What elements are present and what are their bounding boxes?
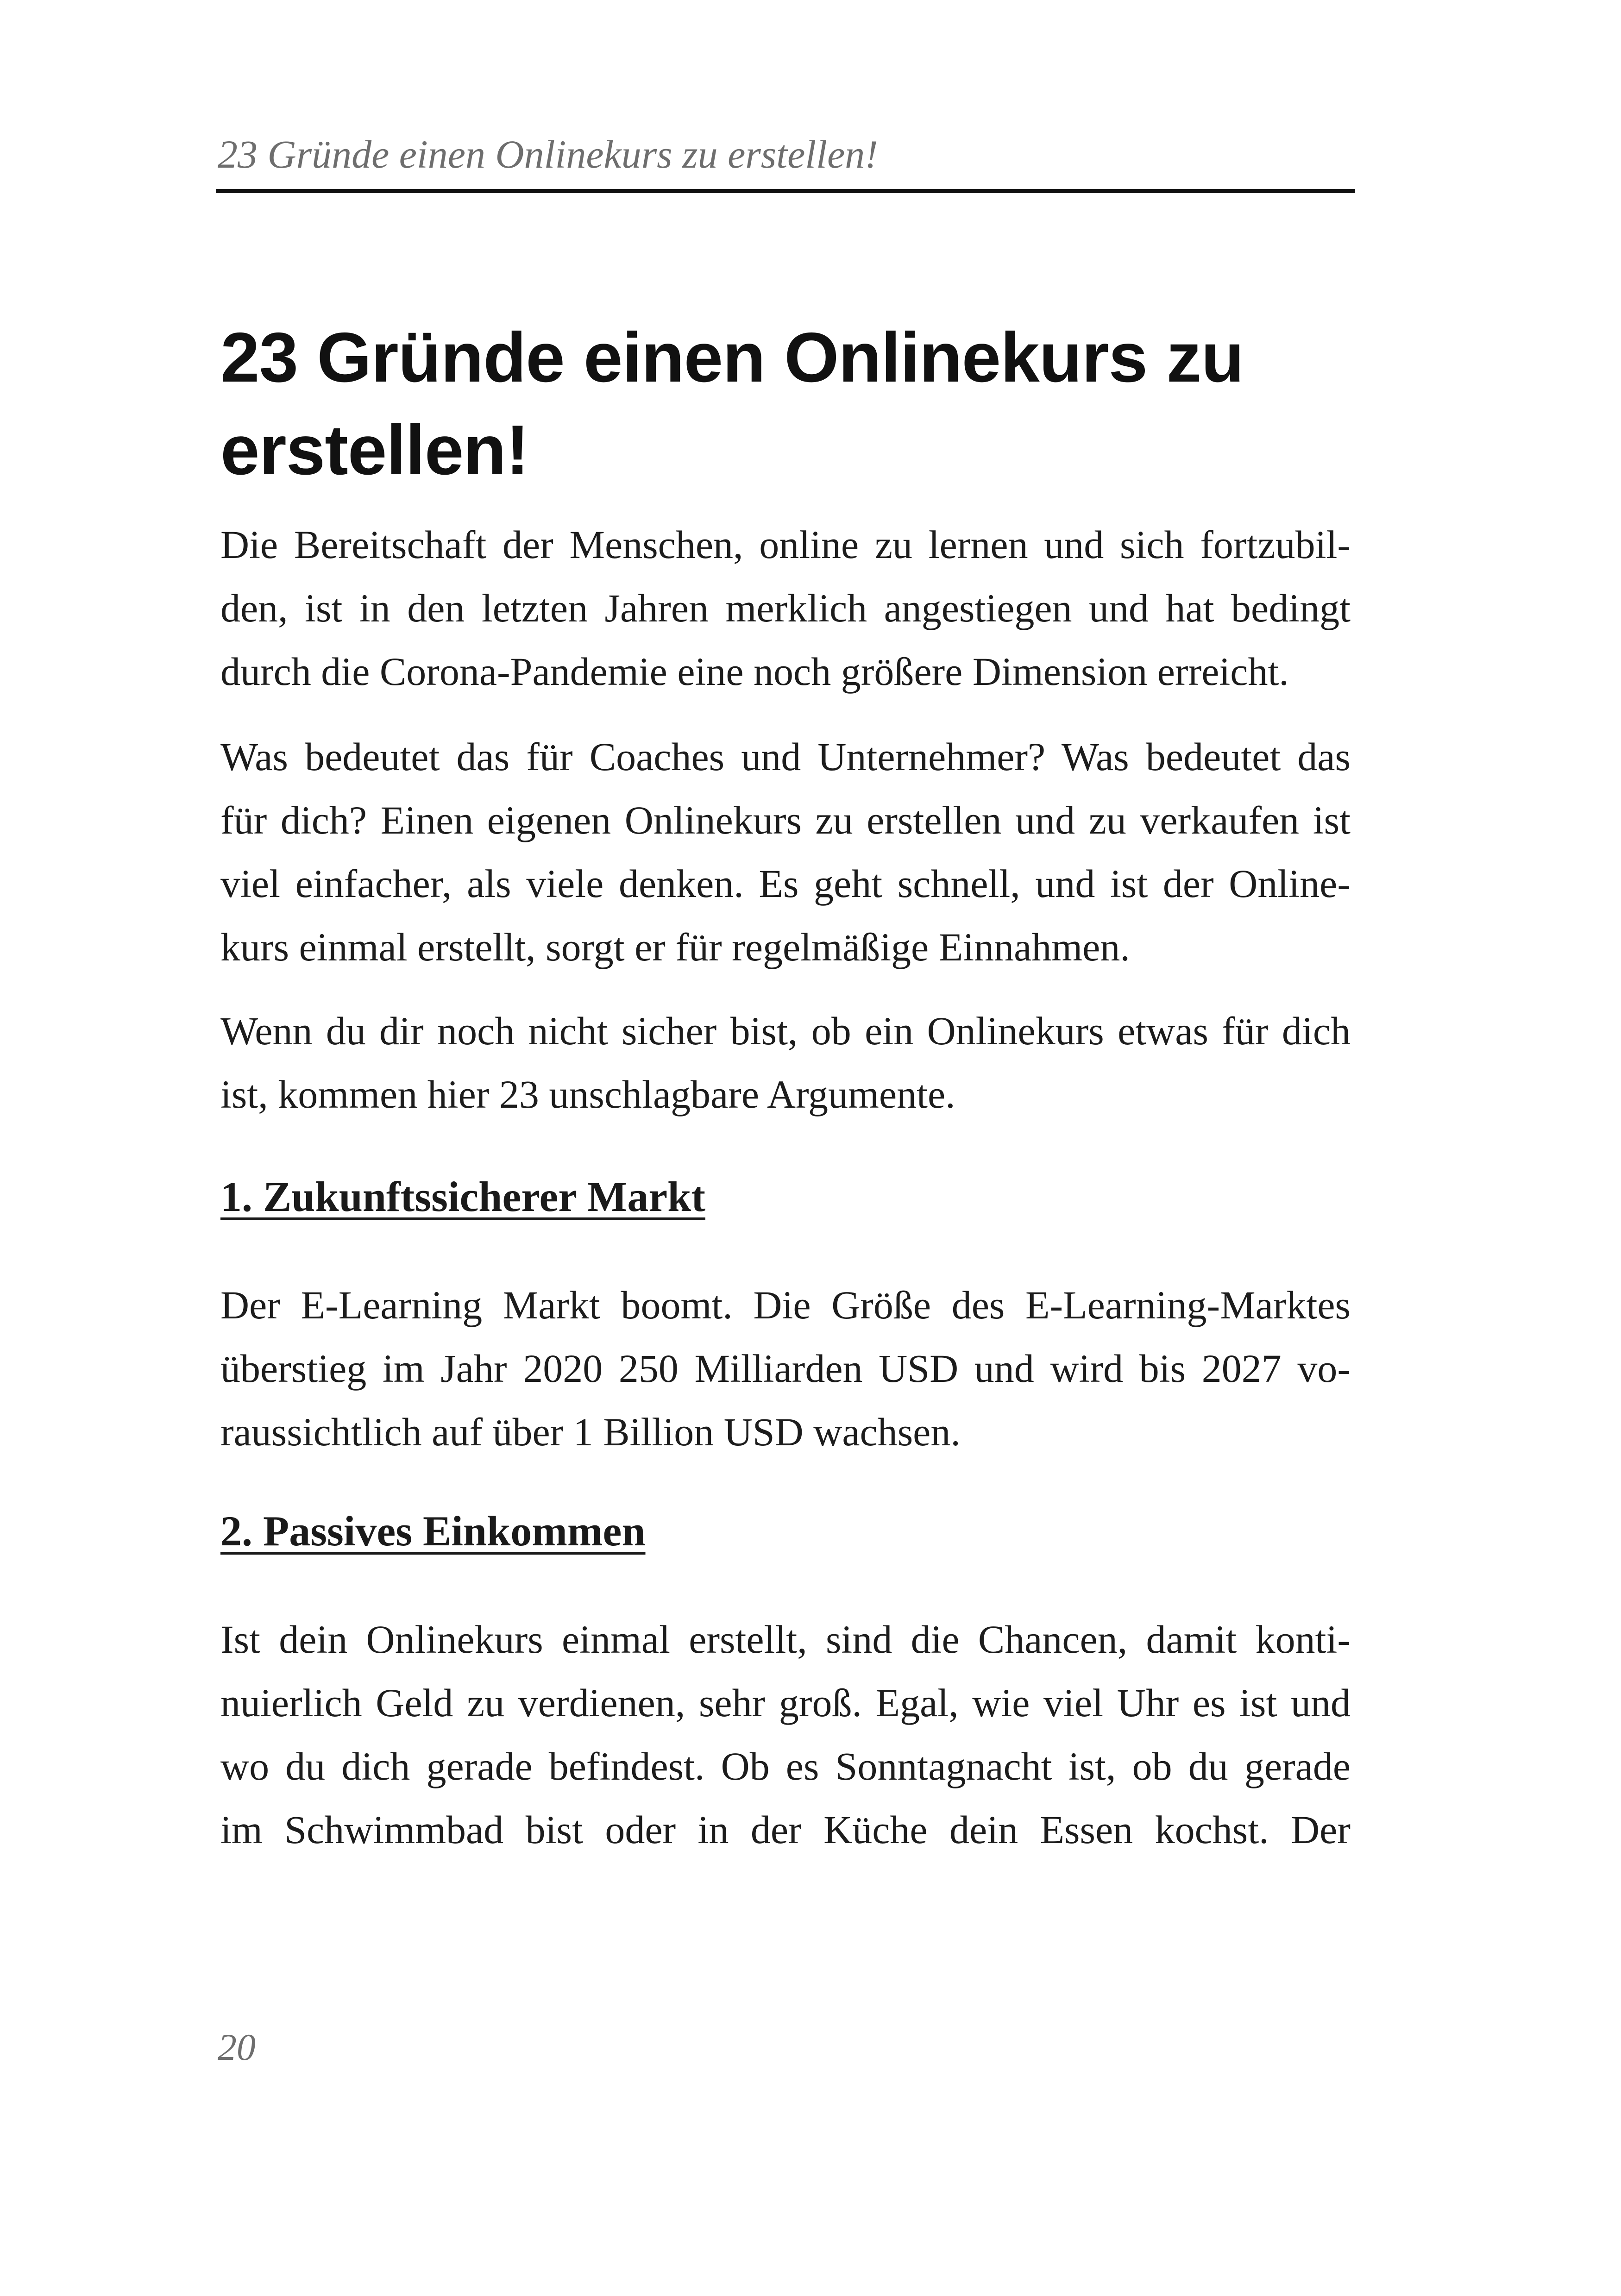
text-line: durch die Corona-Pandemie eine noch größere Dimension erreicht. — [220, 649, 1289, 694]
text-line: Der E-Learning Markt boomt. Die Größe des E-Learning-Marktes — [220, 1283, 1351, 1327]
chapter-title-line: erstellen! — [220, 411, 529, 489]
text-line: Ist dein Onlinekurs einmal erstellt, sind die Chancen, damit konti- — [220, 1617, 1351, 1662]
text-line: viel einfacher, als viele denken. Es geht schnell, und ist der Online- — [220, 861, 1351, 906]
text-line: den, ist in den letzten Jahren merklich angestiegen und hat bedingt — [220, 586, 1351, 630]
chapter-title-line: 23 Gründe einen Onlinekurs zu — [220, 318, 1244, 397]
header-rule — [216, 189, 1355, 193]
running-header: 23 Gründe einen Onlinekurs zu erstellen! — [218, 132, 878, 176]
page-number: 20 — [218, 2026, 256, 2068]
text-line: raussichtlich auf über 1 Billion USD wachsen. — [220, 1410, 961, 1454]
text-line: im Schwimmbad bist oder in der Küche dein Essen kochst. Der — [220, 1807, 1351, 1852]
text-line: wo du dich gerade befindest. Ob es Sonntagnacht ist, ob du gerade — [220, 1744, 1351, 1788]
section-2-paragraph — [220, 1608, 1351, 1862]
intro-paragraph-1 — [220, 513, 1351, 703]
text-line: kurs einmal erstellt, sorgt er für regelmäßige Einnahmen. — [220, 925, 1130, 969]
text-line: Die Bereitschaft der Menschen, online zu lernen und sich fortzubil- — [220, 522, 1351, 567]
text-line: Was bedeutet das für Coaches und Unternehmer? Was bedeutet das — [220, 734, 1351, 779]
chapter-title — [220, 311, 1378, 496]
section-heading-passives-einkommen: 2. Passives Einkommen — [220, 1507, 646, 1555]
text-line: für dich? Einen eigenen Onlinekurs zu erstellen und zu verkaufen ist — [220, 798, 1351, 842]
intro-paragraph-3 — [220, 999, 1351, 1126]
intro-paragraph-2 — [220, 725, 1351, 979]
text-line: überstieg im Jahr 2020 250 Milliarden USD und wird bis 2027 vo- — [220, 1346, 1351, 1391]
section-1-paragraph — [220, 1273, 1351, 1464]
text-line: Wenn du dir noch nicht sicher bist, ob ein Onlinekurs etwas für dich — [220, 1009, 1351, 1053]
text-line: ist, kommen hier 23 unschlagbare Argumente. — [220, 1072, 955, 1117]
section-heading-zukunftssicherer-markt: 1. Zukunftssicherer Markt — [220, 1173, 705, 1220]
text-line: nuierlich Geld zu verdienen, sehr groß. Egal, wie viel Uhr es ist und — [220, 1681, 1351, 1725]
